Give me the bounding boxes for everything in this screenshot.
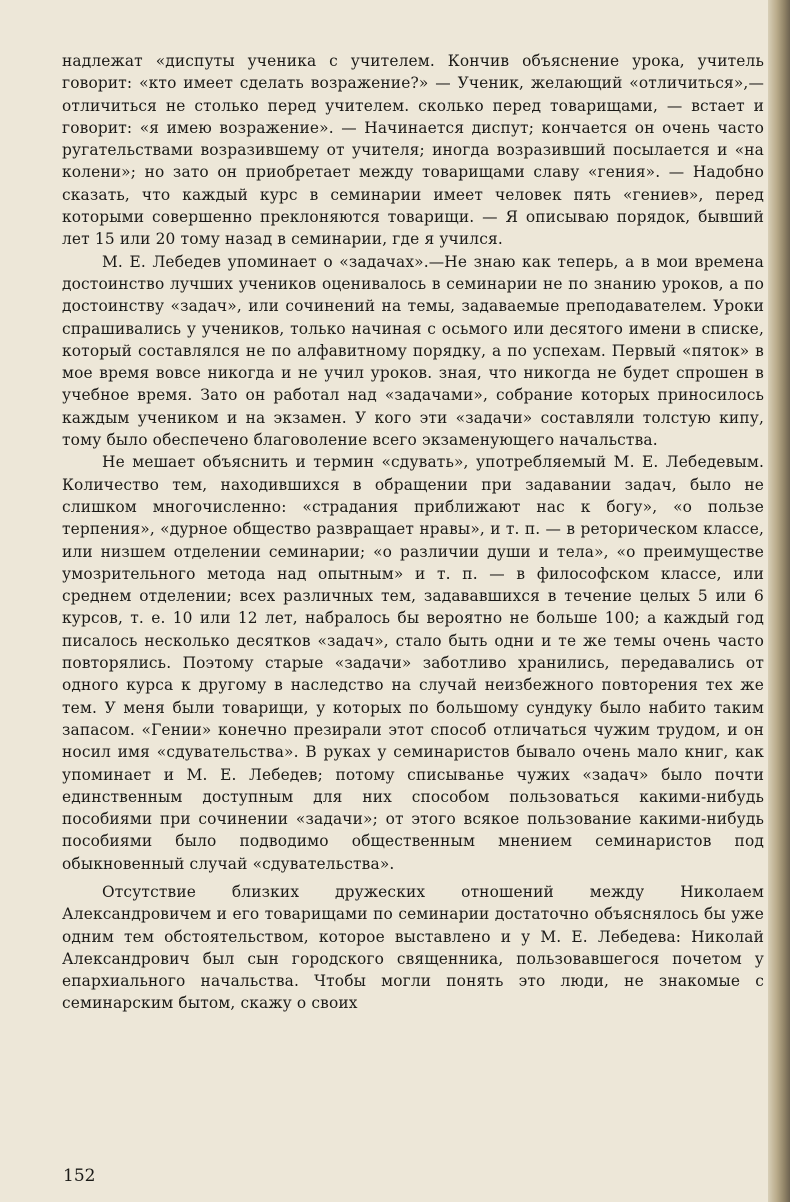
paragraph-2: М. Е. Лебедев упоминает о «задачах».—Не знаю как теперь, а в мои времена достоинство лучших учеников оценивалось в семинарии не по знанию уроков, а по достоинству «задач», или сочинений на темы, задаваемые преподавателем. Уроки спрашивались у учеников, только начиная с осьмого или десятого имени в списке, который составлялся не по алфавитному порядку, а по успехам. Первый «пяток» в мое время вовсе никогда и не учил уроков. зная, что никогда не будет спрошен в учебное время. Зато он работал над «задачами», собрание которых приносилось каждым учеником и на экзамен. У кого эти «задачи» составляли толстую кипу, тому было обеспечено благоволение всего экзаменующего начальства.: [62, 252, 764, 450]
paragraph-3: Не мешает объяснить и термин «сдувать», употребляемый М. Е. Лебедевым. Количество тем, находившихся в обращении при задавании задач, было не слишком многочисленно: «страдания приближают нас к богу», «о пользе терпения», «дурное общество развращает нравы», и т. п. — в реторическом классе, или низшем отделении семинарии; «о различии души и тела», «о преимуществе умозрительного метода над опытным» и т. п. — в философском классе, или среднем отделении; всех различных тем, задававшихся в течение целых 5 или 6 курсов, т. е. 10 или 12 лет, набралось бы вероятно не больше 100; а каждый год писалось несколько десятков «задач», стало быть одни и те же темы очень часто повторялись. Поэтому старые «задачи» заботливо хранились, передавались от одного курса к другому в наследство на случай неизбежного повторения тех же тем. У меня были товарищи, у которых по большому сундуку было набито таким запасом. «Гении» конечно презирали этот способ отличаться чужим трудом, и он носил имя «сдувательства». В руках у семинаристов бывало очень мало книг, как упоминает и М. Е. Лебедев; потому списыванье чужих «задач» было почти единственным доступным для них способом пользоваться какими-нибудь пособиями при сочинении «задачи»; от этого всякое пользование какими-нибудь пособиями было подводимо общественным мнением семинаристов под обыкновенный случай «сдувательства».: [62, 453, 764, 873]
paragraph-4: Отсутствие близких дружеских отношений между Николаем Александровичем и его товарищами по семинарии достаточно объяснялось бы уже одним тем обстоятельством, которое выставлено и у М. Е. Лебедева: Николай Александрович был сын городского священника, пользовавшегося почетом у епархиального начальства. Чтобы могли понять это люди, не знакомые с семинарским бытом, скажу о своих: [62, 882, 764, 1013]
page-edge-shadow: [768, 0, 790, 1202]
body-text: [62, 50, 764, 1015]
paragraph-1: надлежат «диспуты ученика с учителем. Кончив объяснение урока, учитель говорит: «кто имеет сделать возражение?» — Ученик, желающий «отличиться»,—отличиться не столько перед учителем. сколько перед товарищами, — встает и говорит: «я имею возражение». — Начинается диспут; кончается он очень часто ругательствами возразившему от учителя; иногда возразивший посылается и «на колени»; но зато он приобретает между товарищами славу «гения». — Надобно сказать, что каждый курс в семинарии имеет человек пять «гениев», перед которыми совершенно преклоняются товарищи. — Я описываю порядок, бывший лет 15 или 20 тому назад в семинарии, где я учился.: [62, 52, 764, 249]
page-number: 152: [63, 1166, 96, 1186]
